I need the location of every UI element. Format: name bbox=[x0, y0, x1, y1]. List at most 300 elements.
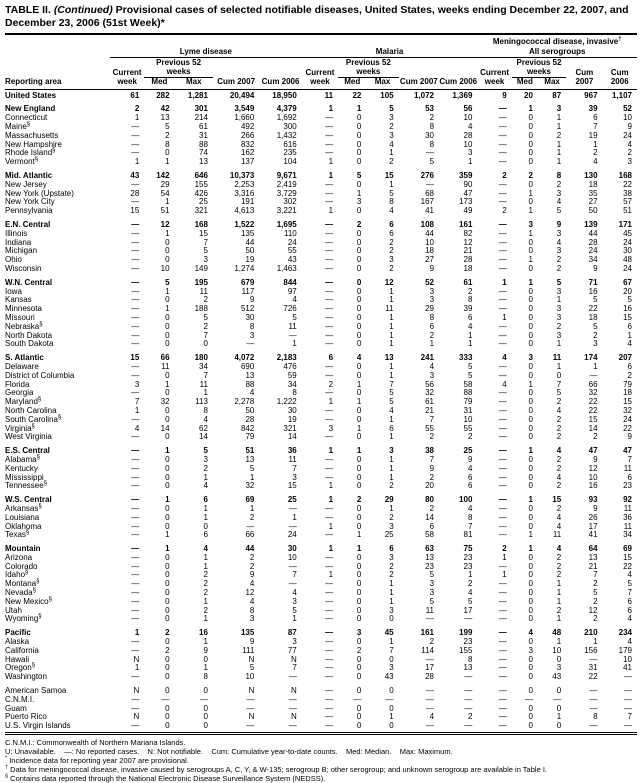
value-cell: 1 bbox=[389, 361, 394, 371]
value-cell: 29 bbox=[160, 179, 170, 189]
table-row bbox=[5, 158, 637, 167]
value-cell: 1 bbox=[556, 588, 562, 598]
value-cell: — bbox=[131, 552, 140, 562]
value-cell: 0 bbox=[528, 588, 533, 598]
value-cell: 3 bbox=[556, 312, 562, 322]
value-cell: 3,316 bbox=[234, 188, 255, 198]
value-cell: 113 bbox=[195, 397, 208, 407]
value-cell: — bbox=[624, 672, 632, 682]
value-cell: 15 bbox=[130, 206, 140, 216]
value-cell: 1 bbox=[292, 512, 297, 522]
value-cell: — bbox=[589, 703, 598, 713]
value-cell: 1 bbox=[389, 588, 394, 598]
value-cell: — bbox=[553, 694, 562, 704]
value-cell: 235 bbox=[283, 148, 297, 158]
value-cell: — bbox=[288, 703, 297, 713]
value-cell: 44 bbox=[588, 228, 598, 238]
value-cell: 2 bbox=[203, 588, 208, 598]
value-cell: 8 bbox=[429, 122, 435, 132]
value-cell: — bbox=[498, 255, 507, 265]
value-cell: 2 bbox=[556, 397, 562, 407]
value-cell: — bbox=[325, 579, 334, 589]
value-cell: 6 bbox=[203, 530, 208, 540]
value-cell: 1 bbox=[528, 255, 533, 265]
value-cell: 11 bbox=[288, 454, 297, 464]
value-cell: 3 bbox=[356, 197, 362, 207]
value-cell: 191 bbox=[240, 197, 255, 207]
value-cell: — bbox=[498, 148, 507, 158]
table-row bbox=[5, 615, 637, 624]
value-cell: 1 bbox=[389, 637, 394, 647]
value-cell: 6 bbox=[389, 220, 394, 229]
value-cell: 0 bbox=[528, 712, 533, 722]
value-cell: 7 bbox=[593, 570, 598, 580]
value-cell: 2 bbox=[593, 148, 598, 158]
value-cell: — bbox=[246, 339, 255, 349]
value-cell: 27 bbox=[588, 197, 598, 207]
value-cell: — bbox=[246, 694, 255, 704]
value-cell: 34 bbox=[287, 379, 297, 389]
value-cell: — bbox=[325, 330, 334, 340]
value-cell: 2 bbox=[389, 237, 394, 247]
value-cell: 199 bbox=[459, 628, 473, 638]
value-cell: 0 bbox=[528, 596, 533, 606]
value-cell: 10 bbox=[588, 472, 598, 482]
value-cell: 97 bbox=[287, 286, 297, 296]
value-cell: 15 bbox=[384, 171, 394, 181]
reporting-area-cell: Utah bbox=[5, 605, 22, 615]
value-cell: 0 bbox=[538, 722, 566, 733]
value-cell: 0 bbox=[356, 614, 362, 624]
value-cell: 3 bbox=[556, 104, 562, 114]
value-cell: — bbox=[325, 255, 334, 265]
value-cell: 1 bbox=[389, 339, 394, 349]
reporting-area-cell: Maryland§ bbox=[5, 396, 42, 407]
value-cell: 1 bbox=[556, 339, 562, 349]
value-cell: 9 bbox=[429, 463, 435, 473]
value-cell: 104 bbox=[283, 157, 297, 167]
value-cell: 6 bbox=[627, 361, 632, 371]
value-cell: — bbox=[288, 330, 297, 340]
value-cell: 2 bbox=[203, 570, 208, 580]
value-cell: 2 bbox=[467, 712, 473, 722]
value-cell: 0 bbox=[356, 472, 362, 482]
value-cell: 2 bbox=[389, 512, 394, 522]
reporting-area-cell: Michigan bbox=[5, 246, 38, 256]
value-cell: 34 bbox=[588, 255, 598, 265]
value-cell: 10 bbox=[552, 645, 562, 655]
value-cell: 2 bbox=[203, 321, 208, 331]
value-cell: 2 bbox=[593, 330, 598, 340]
value-cell: 3 bbox=[429, 295, 435, 305]
value-cell: 333 bbox=[459, 353, 473, 363]
value-cell: 3 bbox=[556, 286, 562, 296]
value-cell: 11 bbox=[552, 530, 562, 540]
value-cell: — bbox=[131, 304, 140, 314]
value-cell: 38 bbox=[425, 446, 435, 456]
value-cell: 7 bbox=[203, 370, 208, 380]
table-row bbox=[5, 523, 637, 532]
value-cell: 0 bbox=[356, 579, 362, 589]
value-cell: 174 bbox=[584, 353, 598, 363]
value-cell: 1 bbox=[389, 503, 394, 513]
value-cell: 20,494 bbox=[213, 89, 259, 100]
value-cell: 24 bbox=[623, 263, 632, 273]
value-cell: 6 bbox=[328, 353, 334, 363]
value-cell: 2 bbox=[593, 614, 598, 624]
footnote-abbreviations bbox=[5, 747, 637, 756]
value-cell: 6 bbox=[467, 481, 473, 491]
value-cell: 3 bbox=[467, 148, 473, 158]
value-cell: 4 bbox=[556, 512, 562, 522]
value-cell: 0 bbox=[356, 361, 362, 371]
value-cell: 3 bbox=[389, 446, 394, 456]
value-cell: 110 bbox=[284, 228, 297, 238]
value-cell: 1 bbox=[528, 530, 533, 540]
value-cell: 1 bbox=[328, 206, 334, 216]
value-cell: 52 bbox=[425, 277, 435, 287]
reporting-area-cell: Oregon§ bbox=[5, 662, 36, 673]
value-cell: 25 bbox=[287, 495, 297, 505]
value-cell: 0 bbox=[165, 339, 170, 349]
value-cell: 0 bbox=[144, 722, 174, 733]
value-cell: 0 bbox=[528, 321, 533, 331]
value-cell: — bbox=[131, 672, 140, 682]
footnote-reference-mark: § bbox=[43, 480, 48, 487]
reporting-area-cell: Maine§ bbox=[5, 121, 31, 132]
value-cell: 13 bbox=[199, 157, 208, 167]
reporting-area-cell: U.S. Virgin Islands bbox=[5, 722, 110, 733]
value-cell: — bbox=[110, 722, 144, 733]
value-cell: — bbox=[498, 330, 507, 340]
value-cell: 32 bbox=[588, 388, 598, 398]
footnote-serogroups bbox=[5, 765, 637, 774]
value-cell: 13 bbox=[245, 370, 255, 380]
value-cell: 0 bbox=[356, 686, 362, 696]
value-cell: 23 bbox=[463, 561, 473, 571]
value-cell: 1 bbox=[389, 579, 394, 589]
value-cell: 7 bbox=[593, 122, 598, 132]
value-cell: 3 bbox=[292, 596, 297, 606]
value-cell: 0 bbox=[356, 295, 362, 305]
value-cell: 4 bbox=[556, 405, 562, 415]
value-cell: — bbox=[131, 694, 140, 704]
table-row bbox=[5, 381, 637, 390]
value-cell: — bbox=[131, 263, 140, 273]
value-cell: — bbox=[325, 237, 334, 247]
table-title-rest: Provisional cases of selected notifiable diseases, United States, weeks ending December 22, 2007, and December 23, 2006 (51st Week)* bbox=[5, 4, 629, 30]
value-cell: — bbox=[498, 637, 507, 647]
value-cell: 0 bbox=[338, 722, 366, 733]
footnote-reference-mark: § bbox=[52, 147, 56, 154]
value-cell: — bbox=[325, 113, 334, 123]
value-cell: — bbox=[325, 361, 334, 371]
value-cell: — bbox=[439, 722, 477, 733]
value-cell: 1 bbox=[467, 570, 473, 580]
value-cell: 24 bbox=[623, 237, 632, 247]
table-row bbox=[5, 682, 637, 696]
col-header-cum2006-meningococcal: Cum 2006 bbox=[610, 68, 629, 86]
value-cell: 0 bbox=[528, 521, 533, 531]
table-row bbox=[5, 607, 637, 616]
group-header-meningococcal bbox=[477, 34, 637, 58]
value-cell: 10 bbox=[463, 414, 473, 424]
value-cell: 0 bbox=[165, 472, 170, 482]
value-cell: 23 bbox=[623, 481, 632, 491]
value-cell: 4,072 bbox=[234, 353, 255, 363]
value-cell: 47 bbox=[588, 446, 598, 456]
value-cell: 1 bbox=[389, 286, 394, 296]
value-cell: — bbox=[325, 148, 334, 158]
value-cell: 0 bbox=[165, 521, 170, 531]
value-cell: — bbox=[498, 104, 507, 114]
value-cell: 1 bbox=[389, 148, 394, 158]
value-cell: 12 bbox=[588, 605, 598, 615]
value-cell: 45 bbox=[384, 628, 394, 638]
value-cell: — bbox=[498, 139, 507, 149]
value-cell: 117 bbox=[241, 286, 255, 296]
value-cell: 6 bbox=[389, 423, 394, 433]
value-cell: 56 bbox=[425, 379, 435, 389]
value-cell: — bbox=[498, 561, 507, 571]
table-row bbox=[5, 230, 637, 239]
reporting-area-cell: California bbox=[5, 645, 39, 655]
value-cell: 646 bbox=[194, 171, 208, 181]
value-cell: 0 bbox=[356, 561, 362, 571]
value-cell: — bbox=[589, 654, 598, 664]
value-cell: — bbox=[131, 588, 140, 598]
reporting-area-cell: Kentucky bbox=[5, 463, 38, 473]
table-row bbox=[5, 673, 637, 682]
value-cell: 1,463 bbox=[276, 263, 297, 273]
value-cell: 13 bbox=[160, 113, 170, 123]
value-cell: 2 bbox=[556, 552, 562, 562]
group-label: Meningococcal disease, invasive bbox=[492, 37, 619, 47]
reporting-area-cell: Wyoming§ bbox=[5, 613, 42, 624]
value-cell: 4 bbox=[627, 139, 632, 149]
value-cell: 5 bbox=[593, 588, 598, 598]
value-cell: 0 bbox=[528, 432, 533, 442]
value-cell: 1 bbox=[203, 637, 208, 647]
value-cell: 8 bbox=[203, 405, 208, 415]
value-cell: 2 bbox=[203, 605, 208, 615]
footnote-mark: § bbox=[5, 773, 9, 780]
value-cell: 0 bbox=[528, 637, 533, 647]
value-cell: — bbox=[624, 703, 632, 713]
value-cell: 81 bbox=[463, 530, 473, 540]
value-cell: 20 bbox=[425, 481, 435, 491]
value-cell: — bbox=[498, 157, 507, 167]
reporting-area-cell: Vermont§ bbox=[5, 156, 39, 167]
value-cell: 7 bbox=[467, 521, 473, 531]
value-cell: 0 bbox=[528, 503, 533, 513]
value-cell: 38 bbox=[623, 188, 632, 198]
value-cell: 1 bbox=[389, 472, 394, 482]
value-cell: 1 bbox=[389, 432, 394, 442]
value-cell: 1 bbox=[528, 379, 533, 389]
value-cell: — bbox=[325, 672, 334, 682]
value-cell: 1 bbox=[389, 454, 394, 464]
value-cell: 188 bbox=[194, 304, 208, 314]
table-row bbox=[5, 474, 637, 483]
value-cell: — bbox=[498, 530, 507, 540]
value-cell: 1 bbox=[556, 596, 562, 606]
value-cell: 43 bbox=[384, 672, 394, 682]
value-cell: 0 bbox=[528, 295, 533, 305]
value-cell: 2 bbox=[556, 321, 562, 331]
value-cell: — bbox=[325, 246, 334, 256]
value-cell: 0 bbox=[175, 722, 213, 733]
value-cell: 18 bbox=[425, 246, 435, 256]
value-cell: — bbox=[131, 312, 140, 322]
value-cell: N bbox=[133, 654, 140, 664]
value-cell: 29 bbox=[425, 304, 435, 314]
value-cell: 6 bbox=[627, 596, 632, 606]
reporting-area-cell: Arizona bbox=[5, 552, 33, 562]
value-cell: 1 bbox=[165, 286, 170, 296]
value-cell: 58 bbox=[425, 530, 435, 540]
value-cell: — bbox=[498, 414, 507, 424]
value-cell: 24 bbox=[287, 530, 297, 540]
value-cell: — bbox=[498, 263, 507, 273]
value-cell: 1 bbox=[502, 277, 507, 287]
value-cell: 45 bbox=[623, 228, 632, 238]
value-cell: 4 bbox=[467, 122, 473, 132]
value-cell: 5 bbox=[467, 370, 473, 380]
value-cell: 0 bbox=[356, 255, 362, 265]
value-cell: 10 bbox=[245, 672, 255, 682]
footnote-reference-mark: § bbox=[31, 662, 36, 669]
reporting-area-cell: Pacific bbox=[5, 628, 31, 638]
value-cell: 28 bbox=[588, 237, 598, 247]
value-cell: 1 bbox=[502, 570, 507, 580]
value-cell: 167 bbox=[420, 197, 435, 207]
value-cell: — bbox=[498, 388, 507, 398]
value-cell: 44 bbox=[425, 228, 435, 238]
value-cell: — bbox=[131, 277, 140, 287]
value-cell: 0 bbox=[165, 561, 170, 571]
reporting-area-cell: Alaska bbox=[5, 637, 30, 647]
value-cell: 168 bbox=[194, 220, 208, 229]
col-header-previous-52-lyme: Previous 52 weeks bbox=[144, 58, 213, 78]
value-cell: 52 bbox=[623, 104, 632, 114]
reporting-area-cell: South Dakota bbox=[5, 339, 54, 349]
value-cell: 23 bbox=[463, 552, 473, 562]
value-cell: 137 bbox=[240, 157, 255, 167]
value-cell: 14 bbox=[425, 512, 435, 522]
value-cell: — bbox=[325, 188, 334, 198]
value-cell: 0 bbox=[528, 703, 533, 713]
value-cell: — bbox=[566, 722, 602, 733]
value-cell: 5 bbox=[389, 397, 394, 407]
value-cell: 9 bbox=[203, 645, 208, 655]
value-cell: 180 bbox=[194, 353, 208, 363]
value-cell: 210 bbox=[584, 628, 598, 638]
value-cell: 0 bbox=[528, 122, 533, 132]
reporting-area-cell: New England bbox=[5, 104, 56, 114]
value-cell: 1 bbox=[249, 472, 255, 482]
value-cell: — bbox=[589, 686, 598, 696]
value-cell: 266 bbox=[240, 130, 255, 140]
value-cell: 4 bbox=[467, 588, 473, 598]
value-cell: 0 bbox=[165, 686, 170, 696]
value-cell: 0 bbox=[528, 312, 533, 322]
value-cell: 142 bbox=[156, 171, 170, 181]
value-cell: 28 bbox=[425, 672, 435, 682]
value-cell: 3 bbox=[556, 304, 562, 314]
value-cell: 31 bbox=[588, 663, 598, 673]
value-cell: 0 bbox=[528, 423, 533, 433]
value-cell: 0 bbox=[528, 561, 533, 571]
value-cell: 0 bbox=[165, 414, 170, 424]
value-cell: 0 bbox=[356, 414, 362, 424]
value-cell: 8 bbox=[593, 712, 598, 722]
footnote-reference-mark: § bbox=[36, 454, 40, 461]
value-cell: — bbox=[161, 694, 170, 704]
value-cell: — bbox=[498, 663, 507, 673]
value-cell: — bbox=[498, 472, 507, 482]
value-cell: 2 bbox=[165, 645, 170, 655]
value-cell: 207 bbox=[618, 353, 632, 363]
value-cell: 18 bbox=[588, 179, 598, 189]
value-cell: 0 bbox=[356, 304, 362, 314]
value-cell: 2 bbox=[249, 552, 255, 562]
value-cell: 3 bbox=[389, 130, 394, 140]
value-cell: 0 bbox=[356, 463, 362, 473]
value-cell: 0 bbox=[356, 228, 362, 238]
value-cell: 0 bbox=[528, 130, 533, 140]
value-cell: 2 bbox=[593, 596, 598, 606]
table-row bbox=[5, 514, 637, 523]
value-cell: 0 bbox=[203, 521, 208, 531]
value-cell: 0 bbox=[528, 405, 533, 415]
value-cell: 12 bbox=[245, 588, 255, 598]
value-cell: 0 bbox=[356, 130, 362, 140]
value-cell: 9 bbox=[593, 503, 598, 513]
value-cell: — bbox=[498, 397, 507, 407]
value-cell: — bbox=[498, 712, 507, 722]
value-cell: 3 bbox=[429, 588, 435, 598]
value-cell: 832 bbox=[240, 139, 255, 149]
value-cell: 0 bbox=[356, 388, 362, 398]
value-cell: 14 bbox=[287, 432, 297, 442]
value-cell: — bbox=[131, 454, 140, 464]
value-cell: — bbox=[131, 512, 140, 522]
value-cell: 0 bbox=[165, 637, 170, 647]
value-cell: 1,222 bbox=[276, 397, 297, 407]
value-cell: 3 bbox=[389, 552, 394, 562]
value-cell: 0 bbox=[356, 663, 362, 673]
value-cell: 0 bbox=[366, 722, 398, 733]
value-cell: — bbox=[131, 645, 140, 655]
value-cell: 2 bbox=[165, 628, 170, 638]
footnote-mark: † bbox=[5, 764, 9, 771]
value-cell: 0 bbox=[528, 139, 533, 149]
value-cell: 2 bbox=[203, 463, 208, 473]
value-cell: 5 bbox=[389, 388, 394, 398]
value-cell: 12 bbox=[588, 463, 598, 473]
value-cell: — bbox=[131, 122, 140, 132]
value-cell: 10,373 bbox=[229, 171, 255, 181]
value-cell: 11 bbox=[385, 304, 394, 314]
value-cell: — bbox=[246, 703, 255, 713]
value-cell: — bbox=[131, 432, 140, 442]
table-row bbox=[5, 141, 637, 150]
value-cell: 11 bbox=[552, 353, 562, 363]
value-cell: 1 bbox=[165, 197, 170, 207]
value-cell: 61 bbox=[463, 277, 473, 287]
table-row bbox=[5, 571, 637, 580]
